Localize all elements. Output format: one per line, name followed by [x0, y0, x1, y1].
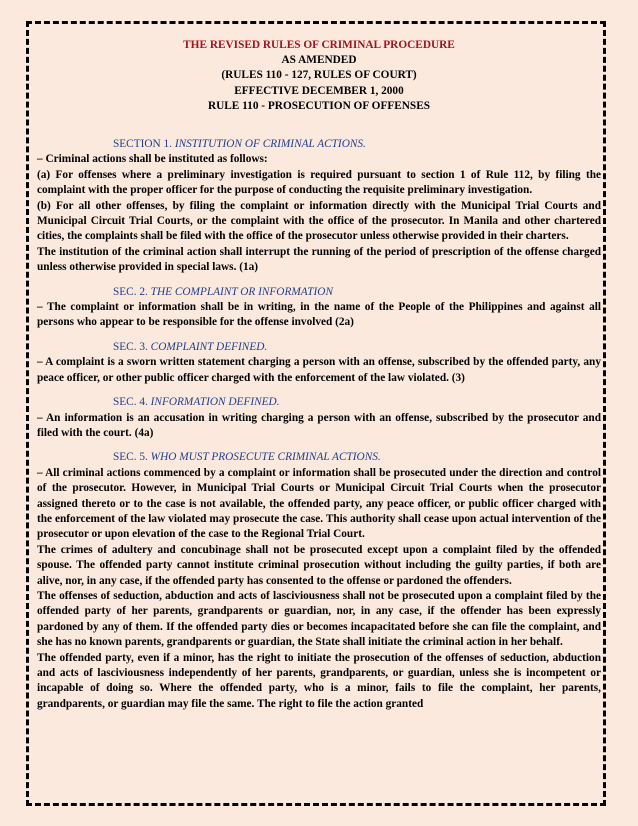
section-paragraph: The institution of the criminal action shall interrupt the running of the period of prescription of the offense charged unless otherwise provided in special laws. (1a): [37, 245, 601, 274]
header-line-amended: AS AMENDED: [281, 54, 357, 67]
section-1: [37, 137, 601, 276]
section-paragraph: The offenses of seduction, abduction and acts of lasciviousness shall not be prosecuted upon a complaint filed by the offended party of her parents, grandparents or guardian, nor, in any case, if the offender has been expressly pardoned by any of them. If the offended party dies or becomes incapacitated before she can file the complaint, and she has no known parents, grandparents or guardian, the State shall initiate the criminal action in her behalf.: [37, 589, 601, 649]
section-paragraph: (b) For all other offenses, by filing the complaint or information directly with the Municipal Trial Courts and Municipal Circuit Trial Courts, or the complaint with the office of the prosecutor. In Manila and other chartered cities, the complaints shall be filed with the office of the prosecutor unless otherwise provided in their charters.: [37, 199, 601, 243]
section-heading: [37, 450, 601, 465]
section-number: SEC. 4.: [113, 396, 148, 409]
section-paragraph: The crimes of adultery and concubinage shall not be prosecuted except upon a complaint filed by the offended spouse. The offended party cannot institute criminal prosecution without including the guilty parties, if both are alive, nor, in any case, if the offended party has consented to the offense or pardoned the offenders.: [37, 543, 601, 587]
section-paragraph: – All criminal actions commenced by a complaint or information shall be prosecuted under the direction and control of the prosecutor. However, in Municipal Trial Courts or Municipal Circuit Trial Courts when the prosecutor assigned thereto or to the case is not available, the offended party, any peace officer, or public officer charged with the enforcement of the law violated may prosecute the case. This authority shall cease upon actual intervention of the prosecutor or upon elevation of the case to the Regional Trial Court.: [37, 466, 601, 541]
section-heading: [37, 340, 601, 355]
section-name: COMPLAINT DEFINED.: [150, 340, 268, 353]
section-number: SECTION 1.: [113, 138, 172, 151]
section-5: [37, 450, 601, 712]
header-line-rule-110: RULE 110 - PROSECUTION OF OFFENSES: [207, 99, 431, 112]
section-paragraph: – An information is an accusation in writing charging a person with an offense, subscribed by the prosecutor and filed with the court. (4a): [37, 411, 601, 439]
document-title: THE REVISED RULES OF CRIMINAL PROCEDURE: [183, 39, 455, 51]
document-body: [37, 38, 601, 712]
section-number: SEC. 2.: [113, 285, 148, 298]
section-number: SEC. 3.: [113, 340, 148, 353]
section-name: THE COMPLAINT OR INFORMATION: [150, 285, 333, 298]
section-heading: [37, 137, 601, 152]
section-paragraph: The offended party, even if a minor, has the right to initiate the prosecution of the offenses of seduction, abduction and acts of lasciviousness independently of her parents, grandparents, or guardian, unless she is incompetent or incapable of doing so. Where the offended party, who is a minor, fails to file the complaint, her parents, grandparents, or guardian may file the same. The right to file the action granted: [37, 651, 601, 710]
section-4: [37, 395, 601, 441]
section-number: SEC. 5.: [113, 451, 148, 464]
section-name: INFORMATION DEFINED.: [150, 396, 280, 409]
section-2: [37, 285, 601, 331]
section-paragraph: (a) For offenses where a preliminary investigation is required pursuant to section 1 of Rule 112, by filing the complaint with the proper officer for the purpose of conducting the requisite preliminary investigation.: [37, 168, 601, 197]
section-paragraph: – The complaint or information shall be in writing, in the name of the People of the Philippines and against all persons who appear to be responsible for the offense involved (2a): [37, 301, 601, 329]
section-name: INSTITUTION OF CRIMINAL ACTIONS.: [174, 138, 366, 151]
section-heading: [37, 395, 601, 410]
header-line-effective: EFFECTIVE DECEMBER 1, 2000: [234, 84, 404, 97]
document-header: [37, 38, 601, 114]
section-name: WHO MUST PROSECUTE CRIMINAL ACTIONS.: [150, 451, 381, 464]
section-3: [37, 340, 601, 386]
section-heading: [37, 285, 601, 300]
section-paragraph: – Criminal actions shall be instituted as follows:: [37, 153, 268, 166]
header-line-rules: (RULES 110 - 127, RULES OF COURT): [221, 69, 417, 82]
section-paragraph: – A complaint is a sworn written statement charging a person with an offense, subscribed by the offended party, any peace officer, or other public officer charged with the enforcement of the law violated. (3): [37, 356, 601, 384]
